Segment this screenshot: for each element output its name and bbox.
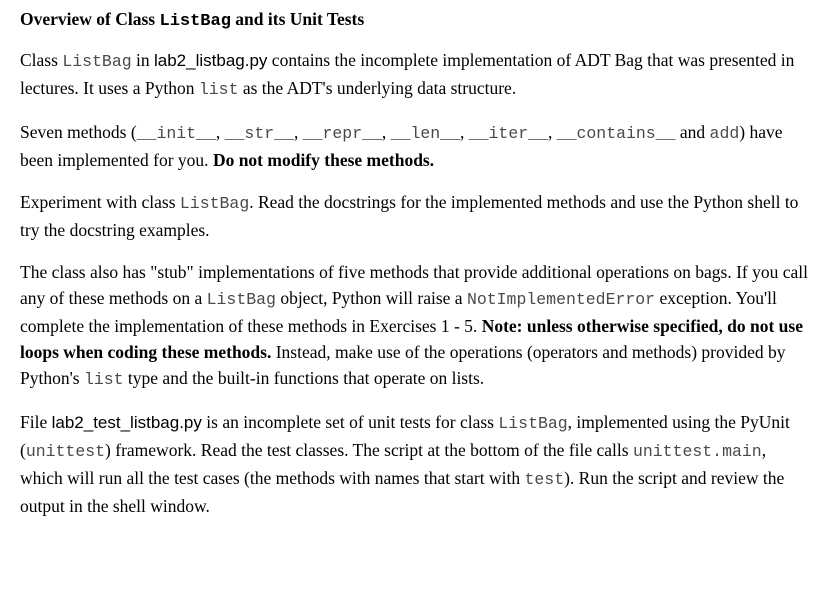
text: , implemented using the PyUnit (	[20, 412, 790, 460]
text: ). Run the script and review the output in the shell window.	[20, 468, 785, 516]
text: contains the incomplete implementation of ADT Bag that was presented in lectures. It uses a Python	[20, 50, 795, 98]
code-listbag: ListBag	[206, 290, 276, 309]
text: and	[675, 122, 710, 142]
text: Experiment with class	[20, 192, 180, 212]
text: Seven methods (	[20, 122, 137, 142]
text: Instead, make use of the operations (operators and methods) provided by Python's	[20, 342, 786, 388]
text: as the ADT's underlying data structure.	[238, 78, 517, 98]
code-notimplementederror: NotImplementedError	[466, 290, 656, 309]
code-listbag: ListBag	[62, 52, 132, 71]
title-suffix: and its Unit Tests	[230, 9, 365, 29]
page-title	[20, 8, 810, 33]
filename: lab2_test_listbag.py	[51, 413, 202, 432]
code-unittest-main: unittest.main	[632, 442, 762, 461]
sep: ,	[381, 122, 391, 142]
document-body	[20, 8, 810, 535]
text: , which will run all the test cases (the methods with names that start with	[20, 440, 767, 488]
sep: ,	[215, 122, 225, 142]
code-listbag: ListBag	[179, 194, 250, 213]
paragraph-intro	[20, 47, 810, 103]
bold-warning: Do not modify these methods.	[212, 150, 435, 170]
sep: ,	[547, 122, 557, 142]
code-list: list	[83, 370, 124, 389]
code-test: test	[524, 470, 565, 489]
title-code: ListBag	[159, 12, 231, 31]
code-list: list	[198, 80, 239, 99]
text: in	[131, 50, 154, 70]
sep: ,	[459, 122, 469, 142]
title-text: Overview of Class	[20, 9, 160, 29]
sep: ,	[293, 122, 303, 142]
text: exception. You'll complete the implementation of these methods in Exercises 1 - 5.	[20, 288, 777, 336]
filename: lab2_listbag.py	[154, 51, 268, 70]
code-iter: __iter__	[468, 124, 548, 143]
code-listbag: ListBag	[498, 414, 568, 433]
paragraph-stubs	[20, 259, 810, 393]
text: type and the built-in functions that operate on lists.	[123, 368, 485, 388]
text: ) framework. Read the test classes. The script at the bottom of the file calls	[105, 440, 633, 460]
code-init: __init__	[136, 124, 216, 143]
text: . Read the docstrings for the implemented methods and use the Python shell to try the docstring examples.	[20, 192, 799, 240]
code-str: __str__	[224, 124, 294, 143]
code-len: __len__	[390, 124, 460, 143]
code-unittest: unittest	[25, 442, 106, 461]
code-contains: __contains__	[556, 124, 676, 143]
text: Class	[20, 50, 63, 70]
code-add: add	[709, 124, 740, 143]
text: object, Python will raise a	[275, 288, 467, 308]
paragraph-experiment	[20, 189, 810, 243]
paragraph-methods	[20, 119, 810, 173]
bold-note: Note: unless otherwise specified, do not use loops when coding these methods.	[20, 316, 803, 362]
text: The class also has "stub" implementations of five methods that provide additional operations on bags. If you call any of these methods on a	[20, 262, 809, 308]
paragraph-tests	[20, 409, 810, 519]
text: File	[20, 412, 52, 432]
text: is an incomplete set of unit tests for class	[201, 412, 499, 432]
code-repr: __repr__	[302, 124, 382, 143]
text: ) have been implemented for you.	[20, 122, 783, 170]
